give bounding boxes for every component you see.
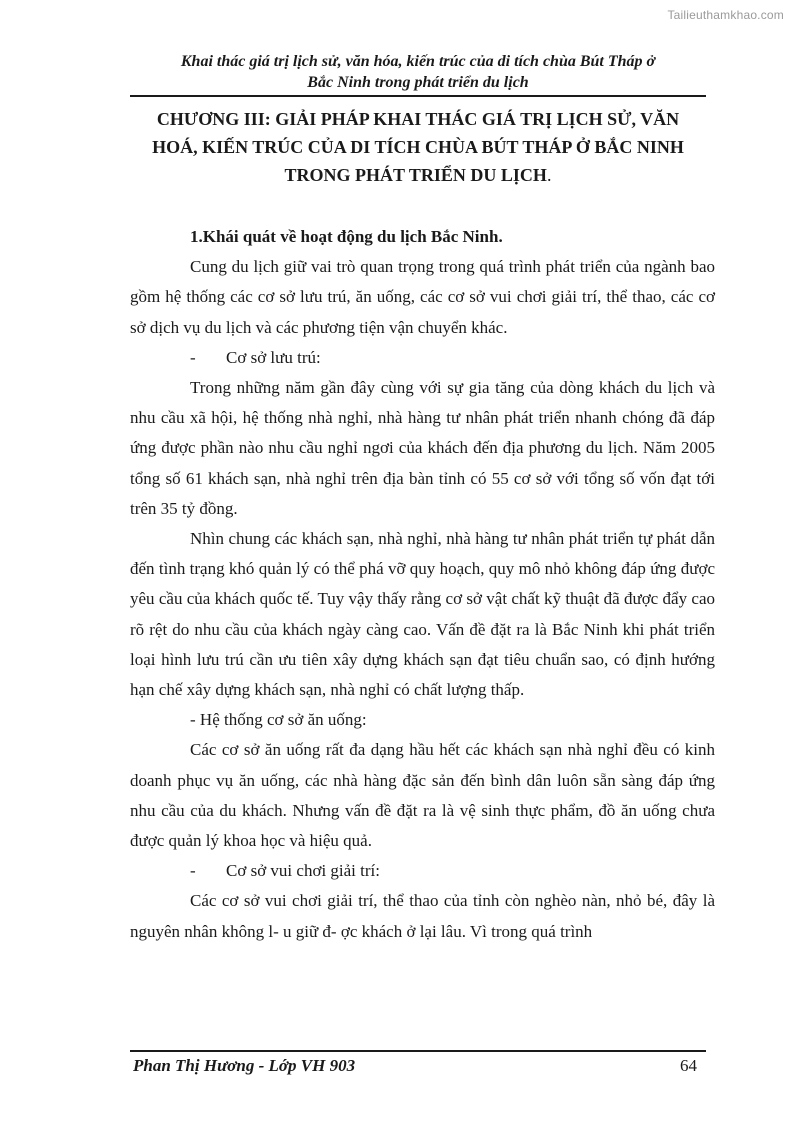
bullet-dash: - [190, 347, 196, 367]
bullet-entertainment [130, 856, 715, 886]
running-header-line-2: Bắc Ninh trong phát triển du lịch [307, 74, 529, 91]
footer-divider [130, 1050, 706, 1052]
chapter-title-line-3-text: TRONG PHÁT TRIỂN DU LỊCH [284, 165, 547, 185]
chapter-title [130, 105, 706, 189]
section-heading: 1.Khái quát về hoạt động du lịch Bắc Ninh. [190, 227, 503, 246]
chapter-title-line-1: CHƯƠNG III: GIẢI PHÁP KHAI THÁC GIÁ TRỊ LỊCH SỬ, VĂN [156, 109, 680, 129]
page-number: 64 [680, 1056, 697, 1075]
running-header [130, 51, 706, 93]
bullet-dash: - [190, 861, 196, 881]
watermark: Tailieuthamkhao.com [667, 8, 784, 22]
paragraph-intro: Cung du lịch giữ vai trò quan trọng trong quá trình phát triển của ngành bao gồm hệ thống các cơ sở lưu trú, ăn uống, các cơ sở vui chơi giải trí, thể thao, các cơ sở dịch vụ du lịch và các phương tiện vận chuyển khác. [130, 257, 715, 337]
bullet-entertainment-text: Cơ sở vui chơi giải trí: [226, 861, 380, 881]
chapter-title-line-3 [130, 161, 706, 189]
paragraph-accommodation: Trong những năm gần đây cùng với sự gia tăng của dòng khách du lịch và nhu cầu xã hội, hệ thống nhà nghỉ, nhà hàng tư nhân phát triển nhanh chóng đã đáp ứng được phần nào nhu cầu nghỉ ngơi của khách đến địa phương du lịch. Năm 2005 tổng số 61 khách sạn, nhà nghỉ trên địa bàn tỉnh có 55 cơ sở với tổng số vốn đạt tới trên 35 tỷ đồng. [130, 378, 715, 518]
running-header-line-1: Khai thác giá trị lịch sử, văn hóa, kiến trúc của di tích chùa Bút Tháp ở [180, 53, 656, 70]
bullet-dining: - Hệ thống cơ sở ăn uống: [190, 710, 367, 730]
paragraph-private-hotels: Nhìn chung các khách sạn, nhà nghỉ, nhà hàng tư nhân phát triển tự phát dẫn đến tình trạng khó quản lý có thể phá vỡ quy hoạch, quy mô nhỏ không đáp ứng được yêu cầu của khách quốc tế. Tuy vậy thấy rằng cơ sở vật chất kỹ thuật đã được đẩy cao rõ rệt do nhu cầu của khách ngày càng cao. Vấn đề đặt ra là Bắc Ninh khi phát triển loại hình lưu trú cần ưu tiên xây dựng khách sạn đạt tiêu chuẩn sao, có định hướng hạn chế xây dựng khách sạn, nhà nghỉ có chất lượng thấp. [130, 529, 715, 700]
chapter-title-line-2: HOÁ, KIẾN TRÚC CỦA DI TÍCH CHÙA BÚT THÁP Ở BẮC NINH [152, 137, 684, 157]
footer-author: Phan Thị Hương - Lớp VH 903 [133, 1056, 356, 1075]
paragraph-dining: Các cơ sở ăn uống rất đa dạng hầu hết các khách sạn nhà nghỉ đều có kinh doanh phục vụ ăn uống, các nhà hàng đặc sản đến bình dân luôn sẵn sàng đáp ứng nhu cầu của du khách. Nhưng vấn đề đặt ra là vệ sinh thực phẩm, đồ ăn uống chưa được quản lý khoa học và hiệu quả. [130, 740, 715, 851]
header-divider [130, 95, 706, 97]
bullet-accommodation-text: Cơ sở lưu trú: [226, 347, 321, 367]
bullet-accommodation [130, 343, 715, 373]
body-content [130, 222, 715, 947]
paragraph-entertainment: Các cơ sở vui chơi giải trí, thể thao của tỉnh còn nghèo nàn, nhỏ bé, đây là nguyên nhân không l- u giữ đ- ợc khách ở lại lâu. Vì trong quá trình [130, 891, 715, 941]
chapter-title-dot: . [546, 165, 552, 185]
